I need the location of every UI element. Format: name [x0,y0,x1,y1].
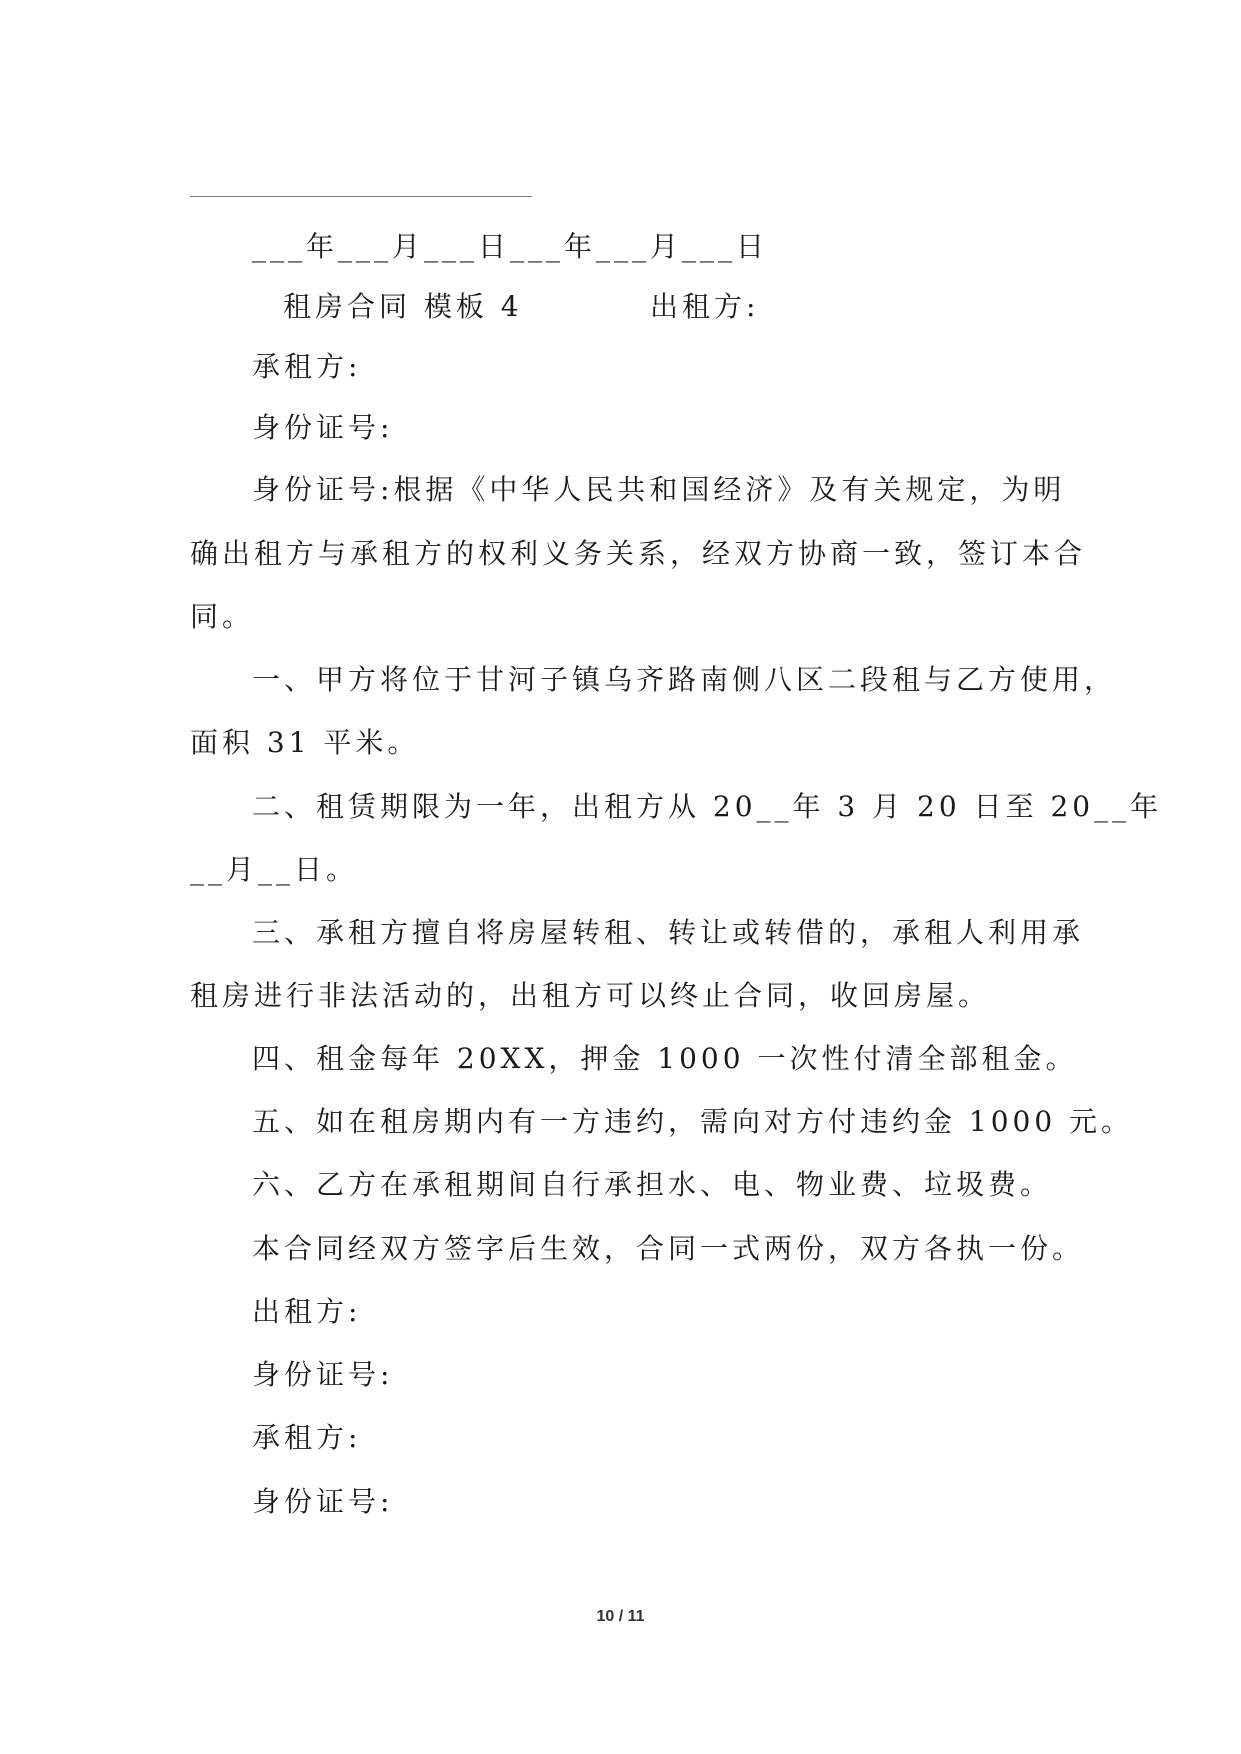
sign-lessor-id-label: 身份证号: [252,1358,394,1391]
clause-4: 四、租金每年 20XX，押金 1000 一次性付清全部租金。 [252,1042,1078,1075]
clause-2-line-1: 二、租赁期限为一年，出租方从 20__年 3 月 20 日至 20__年 [252,790,1163,823]
intro-line-3: 同。 [190,600,255,633]
effect-clause: 本合同经双方签字后生效，合同一式两份，双方各执一份。 [252,1232,1085,1265]
clause-1-line-1: 一、甲方将位于甘河子镇乌齐路南侧八区二段租与乙方使用， [252,663,1117,696]
clause-5: 五、如在租房期内有一方违约，需向对方付违约金 1000 元。 [252,1105,1134,1138]
lessee-label-top: 承租方: [252,350,362,383]
clause-3-line-2: 租房进行非法活动的，出租方可以终止合同，收回房屋。 [190,979,991,1012]
sign-lessee-id-label: 身份证号: [252,1485,394,1518]
clause-6: 六、乙方在承租期间自行承担水、电、物业费、垃圾费。 [252,1168,1053,1201]
top-divider [190,196,532,197]
intro-line-2: 确出租方与承租方的权利义务关系，经双方协商一致，签订本合 [190,537,1087,570]
intro-line-1: 身份证号:根据《中华人民共和国经济》及有关规定，为明 [252,473,1066,506]
contract-title: 租房合同 模板 4 [283,290,523,323]
page-number: 10 / 11 [596,1608,645,1625]
date-line: ___年___月___日___年___月___日 [252,230,769,263]
lessor-label-top: 出租方: [650,290,760,323]
clause-1-line-2: 面积 31 平米。 [190,726,420,759]
sign-lessor-label: 出租方: [252,1295,362,1328]
sign-lessee-label: 承租方: [252,1421,362,1454]
id-label-top: 身份证号: [252,411,394,444]
clause-2-line-2: __月__日。 [190,853,359,886]
clause-3-line-1: 三、承租方擅自将房屋转租、转让或转借的，承租人利用承 [252,916,1085,949]
